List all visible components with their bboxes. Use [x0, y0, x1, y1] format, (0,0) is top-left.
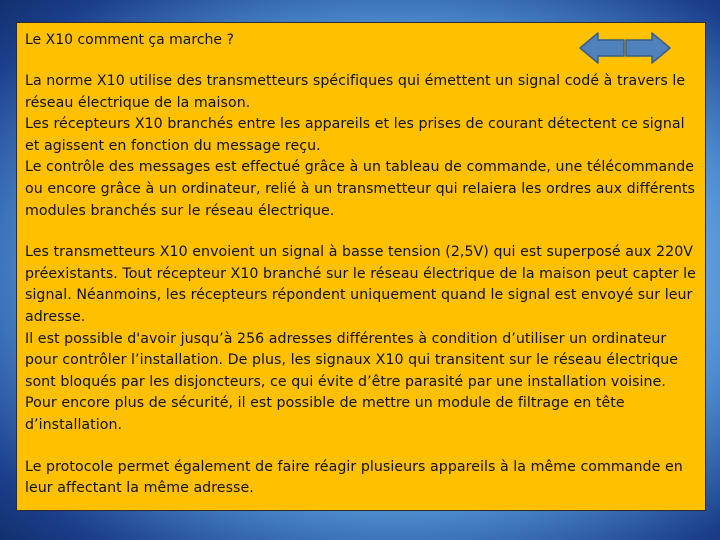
- slide-navigation: [578, 28, 672, 68]
- previous-slide-button[interactable]: [578, 28, 626, 68]
- paragraph-group-1: [25, 71, 697, 222]
- blank-line: [25, 222, 697, 242]
- paragraph: Il est possible d'avoir jusqu’à 256 adresses différentes à condition d’utiliser un ordinateur pour contrôler l’installation. De plus, les signaux X10 qui transitent sur le réseau électrique sont bloqués par les disjoncteurs, ce qui évite d’être parasité par une installation voisine. Pour encore plus de sécurité, il est possible de mettre un module de filtrage en tête d’installation.: [25, 330, 679, 433]
- paragraph: Les récepteurs X10 branchés entre les appareils et les prises de courant détectent ce signal et agissent en fonction du message reçu.: [25, 116, 685, 154]
- paragraph: Le contrôle des messages est effectué grâce à un tableau de commande, une télécommande ou encore grâce à un ordinateur, relié à un transmetteur qui relaiera les ordres aux différents modules branchés sur le réseau électrique.: [25, 159, 695, 219]
- slide-title: Le X10 comment ça marche ?: [25, 32, 234, 48]
- arrow-left-icon: [578, 28, 626, 68]
- blank-line: [25, 437, 697, 457]
- arrow-right-icon: [624, 28, 672, 68]
- paragraph-group-3: [25, 457, 697, 500]
- paragraph: La norme X10 utilise des transmetteurs spécifiques qui émettent un signal codé à travers le réseau électrique de la maison.: [25, 73, 686, 111]
- content-panel: [16, 22, 706, 511]
- paragraph: Le protocole permet également de faire réagir plusieurs appareils à la même commande en leur affectant la même adresse.: [25, 458, 683, 497]
- paragraph: Les transmetteurs X10 envoient un signal à basse tension (2,5V) qui est superposé aux 220V préexistants. Tout récepteur X10 branché sur le réseau électrique de la maison peut capter le signal. Néanmoins, les récepteurs répondent uniquement quand le signal est envoyé sur leur adresse.: [25, 244, 696, 325]
- next-slide-button[interactable]: [624, 28, 672, 68]
- paragraph-group-2: [25, 242, 697, 436]
